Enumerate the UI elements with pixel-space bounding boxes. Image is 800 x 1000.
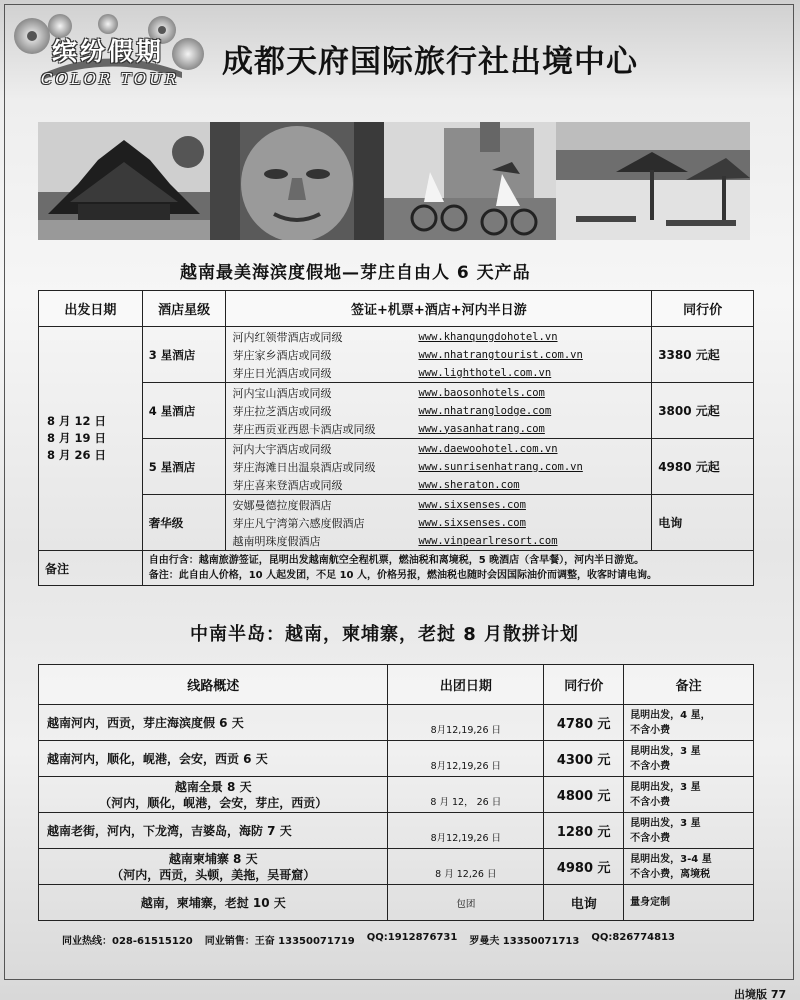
tour-row xyxy=(39,885,754,921)
tour-row xyxy=(39,705,754,741)
hotel-star-5: 5 星酒店 xyxy=(142,439,226,495)
hotel-name: 芽庄凡宁湾第六感度假酒店 xyxy=(232,516,365,530)
sales-contact: 同业销售：王奋 13350071719 xyxy=(204,936,355,947)
hotel-link[interactable]: www.sixsenses.com xyxy=(418,516,526,529)
date-item: 8 月 12 日 xyxy=(47,414,107,428)
hotel-name: 河内宝山酒店或同级 xyxy=(232,386,332,400)
hotel-line xyxy=(226,328,651,346)
tour-row xyxy=(39,777,754,813)
nhatrang-package-table xyxy=(38,290,754,586)
logo-subtitle: COLOR TOUR xyxy=(40,70,180,88)
notes-label: 备注 xyxy=(39,551,143,586)
departure-date: 8 月 12， 26 日 xyxy=(388,777,544,813)
hotel-star-4: 4 星酒店 xyxy=(142,383,226,439)
departure-date: 包团 xyxy=(388,885,544,921)
tour-price: 电询 xyxy=(544,885,624,921)
table-row xyxy=(39,495,754,551)
tour-row xyxy=(39,849,754,885)
notes-line: 自由行含：越南旅游签证，昆明出发越南航空全程机票，燃油税和离境税，5 晚酒店（含早餐），河内半日游览。 xyxy=(148,555,645,566)
hotel-list xyxy=(226,327,652,383)
hotel-link[interactable]: www.lighthotel.com.vn xyxy=(418,366,552,379)
hotel-link[interactable]: www.sheraton.com xyxy=(418,478,520,491)
hotel-link[interactable]: www.khanqungdohotel.vn xyxy=(418,330,558,343)
hotel-link[interactable]: www.baosonhotels.com xyxy=(418,386,545,399)
route-summary xyxy=(39,777,388,813)
tour-row xyxy=(39,741,754,777)
route-line: 越南柬埔寨 8 天 xyxy=(168,851,258,866)
hotel-name: 芽庄日光酒店或同级 xyxy=(232,366,332,380)
cyclists-photo xyxy=(384,122,556,240)
remark-line: 昆明出发，3 星 xyxy=(630,745,701,757)
table-header-row xyxy=(39,665,754,705)
hotel-name: 芽庄西贡亚西恩卡酒店或同级 xyxy=(232,422,376,436)
hotel-list xyxy=(226,439,652,495)
header-trade-price: 同行价 xyxy=(652,291,754,327)
table-row xyxy=(39,327,754,383)
departure-dates xyxy=(39,327,143,551)
hotel-link[interactable]: www.daewoohotel.com.vn xyxy=(418,442,558,455)
hotel-name: 安娜曼德拉度假酒店 xyxy=(232,498,332,512)
hotel-line xyxy=(226,514,651,532)
remark-line: 昆明出发，3 星 xyxy=(630,817,701,829)
header-hotel-star: 酒店星级 xyxy=(142,291,226,327)
tour-remarks xyxy=(624,741,754,777)
contact-info xyxy=(62,932,782,947)
departure-date: 8 月 12,26 日 xyxy=(388,849,544,885)
hotel-link[interactable]: www.yasanhatrang.com xyxy=(418,422,545,435)
qq-contact: QQ:1912876731 xyxy=(366,932,458,943)
table-row xyxy=(39,383,754,439)
hotel-line xyxy=(226,402,651,420)
tour-price: 4980 元 xyxy=(544,849,624,885)
tour-remarks xyxy=(624,885,754,921)
tour-price: 4300 元 xyxy=(544,741,624,777)
tour-remarks xyxy=(624,813,754,849)
hotel-star-luxury: 奢华级 xyxy=(142,495,226,551)
header-departure-date: 出发日期 xyxy=(39,291,143,327)
header-remarks: 备注 xyxy=(624,665,754,705)
hotel-link[interactable]: www.nhatranglodge.com xyxy=(418,404,552,417)
hotel-list xyxy=(226,383,652,439)
price-luxury: 电询 xyxy=(652,495,754,551)
date-item: 8 月 19 日 xyxy=(47,431,107,445)
tour-remarks xyxy=(624,705,754,741)
route-line: 越南全景 8 天 xyxy=(174,779,252,794)
remark-line: 不含小费 xyxy=(630,724,671,736)
notes-line: 备注：此自由人价格，10 人起发团，不足 10 人，价格另报，燃油税也随时会因国际油价而调整，收客时请电询。 xyxy=(148,570,657,581)
hotel-line xyxy=(226,364,651,382)
tour-row xyxy=(39,813,754,849)
hotel-name: 芽庄海滩日出温泉酒店或同级 xyxy=(232,460,376,474)
route-summary: 越南，柬埔寨，老挝 10 天 xyxy=(39,885,388,921)
hotel-name: 越南明珠度假酒店 xyxy=(232,534,321,548)
logo-text: 缤纷假期 xyxy=(51,37,164,66)
page-footer: 出境版 77 xyxy=(734,988,787,1000)
notes-text xyxy=(142,551,753,586)
hotline: 同业热线：028-61515120 xyxy=(62,936,193,947)
price-4-star: 3800 元起 xyxy=(652,383,754,439)
date-item: 8 月 26 日 xyxy=(47,448,107,462)
hotel-line xyxy=(226,458,651,476)
price-3-star: 3380 元起 xyxy=(652,327,754,383)
photo-strip xyxy=(38,122,750,240)
route-summary: 越南老街，河内，下龙湾，吉婆岛，海防 7 天 xyxy=(39,813,388,849)
hotel-star-3: 3 星酒店 xyxy=(142,327,226,383)
hotel-link[interactable]: www.nhatrangtourist.com.vn xyxy=(418,348,583,361)
tour-price: 4800 元 xyxy=(544,777,624,813)
hotel-name: 芽庄家乡酒店或同级 xyxy=(232,348,332,362)
departure-date: 8月12,19,26 日 xyxy=(388,705,544,741)
price-5-star: 4980 元起 xyxy=(652,439,754,495)
sales-contact-2: 罗曼夫 13350071713 xyxy=(469,936,580,947)
agency-title: 成都天府国际旅行社出境中心 xyxy=(222,44,638,80)
route-line: （河内，顺化，岘港，会安，芽庄，西贡） xyxy=(99,795,328,810)
hotel-line xyxy=(226,476,651,494)
header-package-contents: 签证+机票+酒店+河内半日游 xyxy=(226,291,652,327)
color-tour-logo xyxy=(12,14,204,98)
hotel-link[interactable]: www.vinpearlresort.com xyxy=(418,534,558,547)
route-summary: 越南河内，顺化，岘港，会安，西贡 6 天 xyxy=(39,741,388,777)
tour-price: 4780 元 xyxy=(544,705,624,741)
route-summary xyxy=(39,849,388,885)
header-departure: 出团日期 xyxy=(388,665,544,705)
remark-line: 量身定制 xyxy=(630,897,671,908)
hotel-line xyxy=(226,440,651,458)
hotel-list xyxy=(226,495,652,551)
hotel-link[interactable]: www.sunrisenhatrang.com.vn xyxy=(418,460,583,473)
departure-date: 8月12,19,26 日 xyxy=(388,813,544,849)
remark-line: 不含小费，离境税 xyxy=(630,868,711,880)
header-price: 同行价 xyxy=(544,665,624,705)
tour-remarks xyxy=(624,849,754,885)
hotel-name: 芽庄拉芝酒店或同级 xyxy=(232,404,332,418)
route-line: （河内，西贡，头顿，美拖，吴哥窟） xyxy=(111,867,316,882)
remark-line: 不含小费 xyxy=(630,760,671,772)
remark-line: 不含小费 xyxy=(630,832,671,844)
header-route: 线路概述 xyxy=(39,665,388,705)
notes-row xyxy=(39,551,754,586)
remark-line: 昆明出发，3-4 星 xyxy=(630,853,712,865)
hotel-line xyxy=(226,532,651,550)
tour-remarks xyxy=(624,777,754,813)
remark-line: 昆明出发，4 星， xyxy=(630,709,711,721)
departure-date: 8月12,19,26 日 xyxy=(388,741,544,777)
hotel-line xyxy=(226,420,651,438)
table-header-row xyxy=(39,291,754,327)
hotel-name: 河内大宇酒店或同级 xyxy=(232,442,332,456)
hotel-name: 河内红领带酒店或同级 xyxy=(232,330,343,344)
remark-line: 昆明出发，3 星 xyxy=(630,781,701,793)
temple-photo xyxy=(38,122,210,240)
route-summary: 越南河内，西贡，芽庄海滨度假 6 天 xyxy=(39,705,388,741)
indochina-tour-table xyxy=(38,664,754,921)
section2-title: 中南半岛：越南，柬埔寨，老挝 8 月散拼计划 xyxy=(190,624,580,645)
hotel-line xyxy=(226,384,651,402)
section1-title: 越南最美海滨度假地—芽庄自由人 6 天产品 xyxy=(180,263,531,283)
hotel-link[interactable]: www.sixsenses.com xyxy=(418,498,526,511)
hotel-name: 芽庄喜来登酒店或同级 xyxy=(232,478,343,492)
stone-face-photo xyxy=(210,122,384,240)
table-row xyxy=(39,439,754,495)
tour-price: 1280 元 xyxy=(544,813,624,849)
beach-photo xyxy=(556,122,750,240)
hotel-line xyxy=(226,346,651,364)
hotel-line xyxy=(226,496,651,514)
remark-line: 不含小费 xyxy=(630,796,671,808)
qq-contact-2: QQ:826774813 xyxy=(591,932,675,943)
